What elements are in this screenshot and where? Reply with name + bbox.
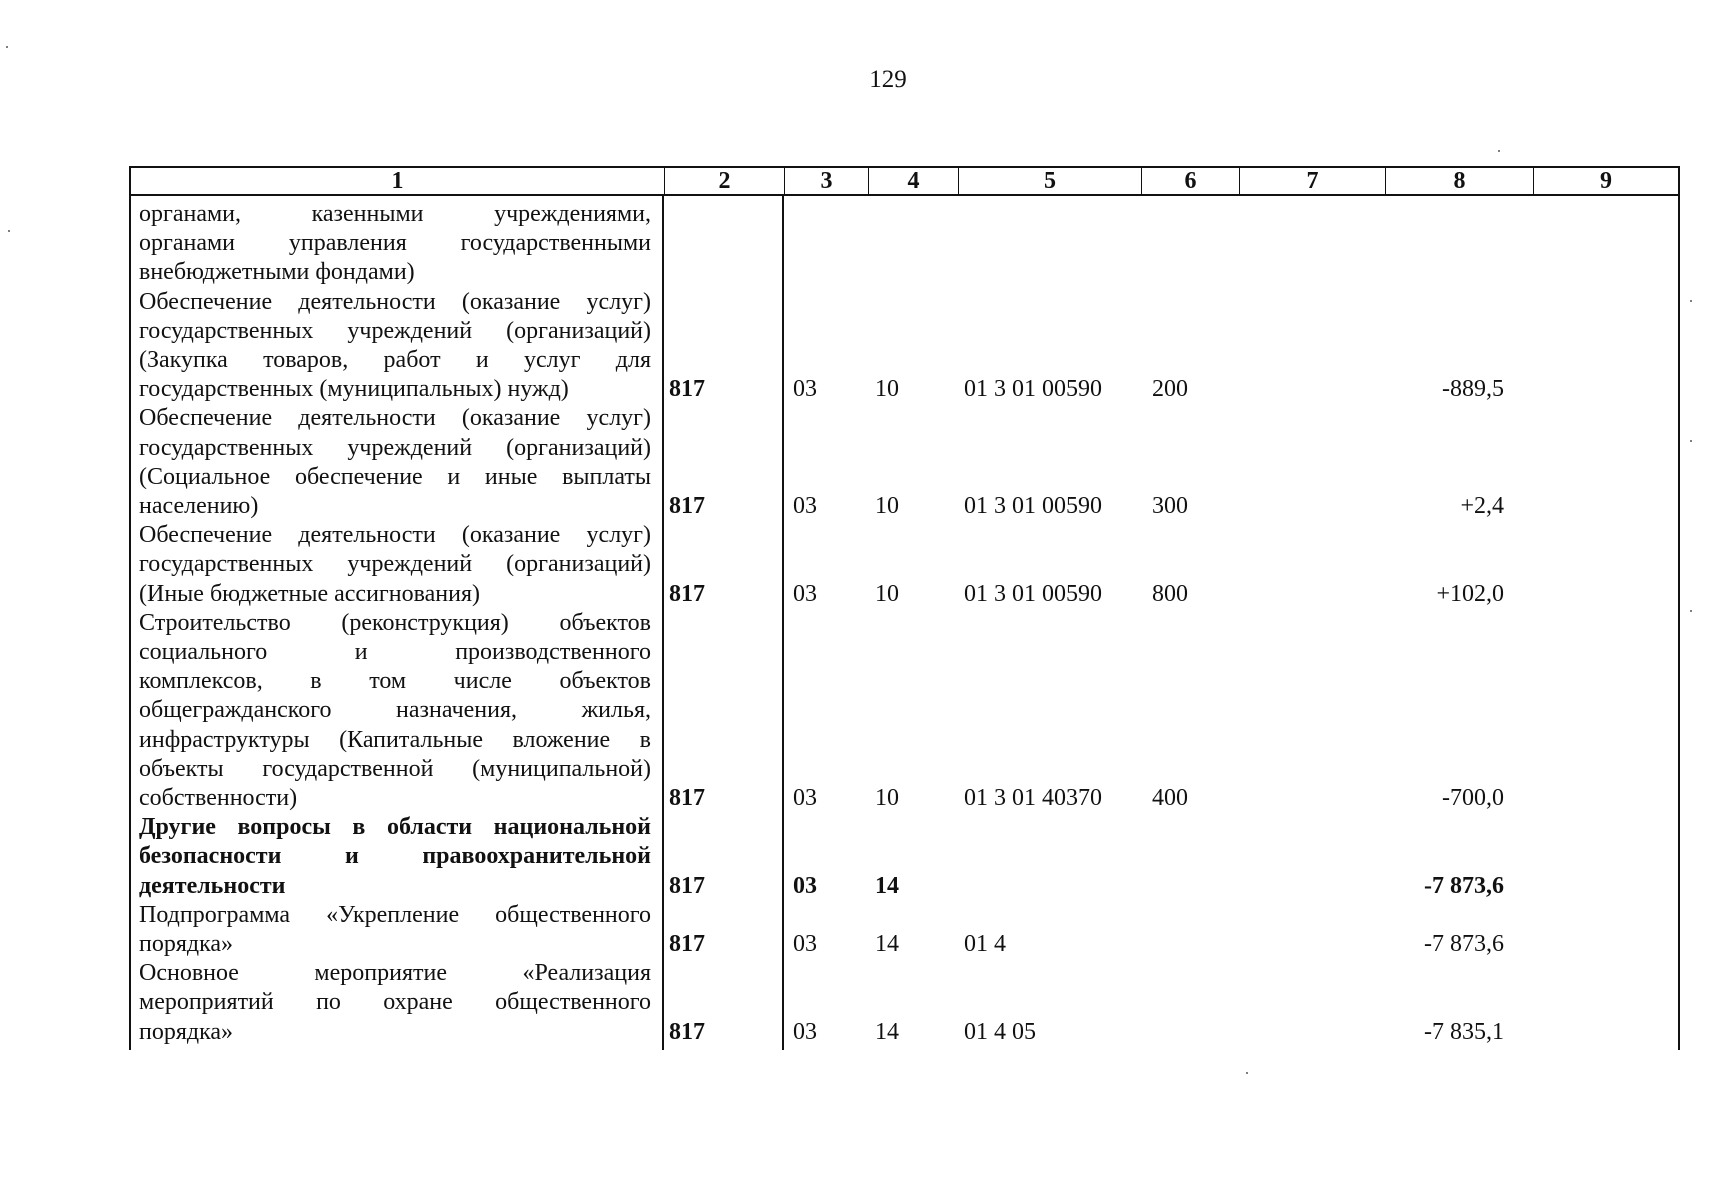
scan-speck [1690,440,1692,442]
description-line: комплексов, в том числе объектов [139,668,651,695]
description-line: порядка» [139,931,234,957]
code-section-cell: 03 [793,580,817,607]
table-left-border [129,196,131,1050]
description-line: государственных (муниципальных) нужд) [139,376,569,403]
table-header-row [129,166,1680,196]
description-line: Основное мероприятие «Реализация [139,960,651,987]
code-expense-type-cell: 800 [1152,580,1188,607]
code-target-cell: 01 3 01 00590 [964,580,1102,607]
row-description [139,901,651,959]
code-subsection-cell: 10 [875,493,899,519]
header-col-4: 4 [868,168,958,194]
row-description [139,959,651,1047]
code-subsection-cell: 10 [875,376,899,403]
header-col-1: 1 [391,168,404,194]
code-target-cell: 01 3 01 00590 [964,493,1102,519]
description-line: объекты государственной (муниципальной) [139,755,651,782]
header-col-2: 2 [664,168,784,194]
scan-speck [6,46,8,48]
description-line: инфраструктуры (Капитальные вложение в [139,726,651,753]
header-col-5: 5 [958,168,1141,194]
code-subsection-cell: 14 [875,1018,899,1045]
code-section-cell: 03 [793,785,817,811]
scan-speck [1690,610,1692,612]
description-line: органами управления государственными [139,230,651,257]
description-line: Обеспечение деятельности (оказание услуг) [139,405,651,432]
code-section-cell: 03 [793,872,817,899]
table-right-border [1678,196,1680,1050]
code-target-cell: 01 4 [964,931,1006,957]
description-line: Обеспечение деятельности (оказание услуг) [139,522,651,549]
code-section-cell: 03 [793,1018,817,1045]
header-col-6: 6 [1141,168,1239,194]
code-target-cell: 01 3 01 40370 [964,785,1102,811]
description-line: Обеспечение деятельности (оказание услуг) [139,288,651,315]
description-line: социального и производственного [139,639,651,665]
code-subsection-cell: 14 [875,872,899,899]
code-ministry-cell: 817 [669,785,705,811]
row-description [139,609,651,813]
code-expense-type-cell: 200 [1152,376,1188,403]
code-expense-type-cell: 400 [1152,785,1188,811]
code-ministry-cell: 817 [669,580,705,607]
header-col-8: 8 [1385,168,1533,194]
code-ministry-cell: 817 [669,931,705,957]
description-line: (Закупка товаров, работ и услуг для [139,347,651,373]
row-description [139,521,651,609]
description-line: государственных учреждений (организаций) [139,551,651,578]
column-divider-2 [782,196,784,1050]
description-line: государственных учреждений (организаций) [139,434,651,461]
description-line: внебюджетными фондами) [139,259,415,286]
code-section-cell: 03 [793,493,817,519]
description-line: органами, казенными учреждениями, [139,201,651,227]
description-line: Строительство (реконструкция) объектов [139,609,651,636]
description-line: безопасности и правоохранительной [139,843,651,870]
amount-cell: +102,0 [1436,580,1504,607]
code-subsection-cell: 14 [875,931,899,957]
description-line: собственности) [139,785,298,812]
description-line: Другие вопросы в области национальной [139,814,651,841]
code-ministry-cell: 817 [669,1018,705,1045]
code-subsection-cell: 10 [875,785,899,811]
code-ministry-cell: 817 [669,376,705,403]
scan-speck [1690,300,1692,302]
row-description [139,200,651,288]
page-number: 129 [869,66,907,93]
code-subsection-cell: 10 [875,580,899,607]
description-line: деятельности [139,872,286,899]
amount-cell: -7 873,6 [1424,931,1504,957]
description-line: порядка» [139,1018,234,1045]
header-col-3: 3 [784,168,868,194]
code-expense-type-cell: 300 [1152,493,1188,519]
scan-speck [8,230,10,232]
description-line: Подпрограмма «Укрепление общественного [139,901,651,928]
amount-cell: -889,5 [1442,376,1504,403]
code-ministry-cell: 817 [669,493,705,519]
column-divider-1 [662,196,664,1050]
description-line: (Иные бюджетные ассигнования) [139,580,480,607]
code-target-cell: 01 4 05 [964,1018,1036,1045]
row-description [139,813,651,901]
scan-speck [1246,1072,1248,1074]
amount-cell: -700,0 [1442,785,1504,811]
code-section-cell: 03 [793,376,817,403]
scan-speck [1498,150,1500,152]
description-line: населению) [139,493,259,519]
description-line: государственных учреждений (организаций) [139,317,651,344]
amount-cell: -7 835,1 [1424,1018,1504,1045]
description-line: мероприятий по охране общественного [139,989,651,1016]
amount-cell: +2,4 [1460,493,1504,519]
code-section-cell: 03 [793,931,817,957]
code-target-cell: 01 3 01 00590 [964,376,1102,403]
row-description [139,404,651,521]
code-ministry-cell: 817 [669,872,705,899]
row-description [139,288,651,405]
description-line: общегражданского назначения, жилья, [139,697,651,724]
header-col-7: 7 [1239,168,1385,194]
description-line: (Социальное обеспечение и иные выплаты [139,463,651,490]
amount-cell: -7 873,6 [1424,872,1504,899]
header-col-9: 9 [1533,168,1678,194]
budget-table [129,166,1680,1050]
